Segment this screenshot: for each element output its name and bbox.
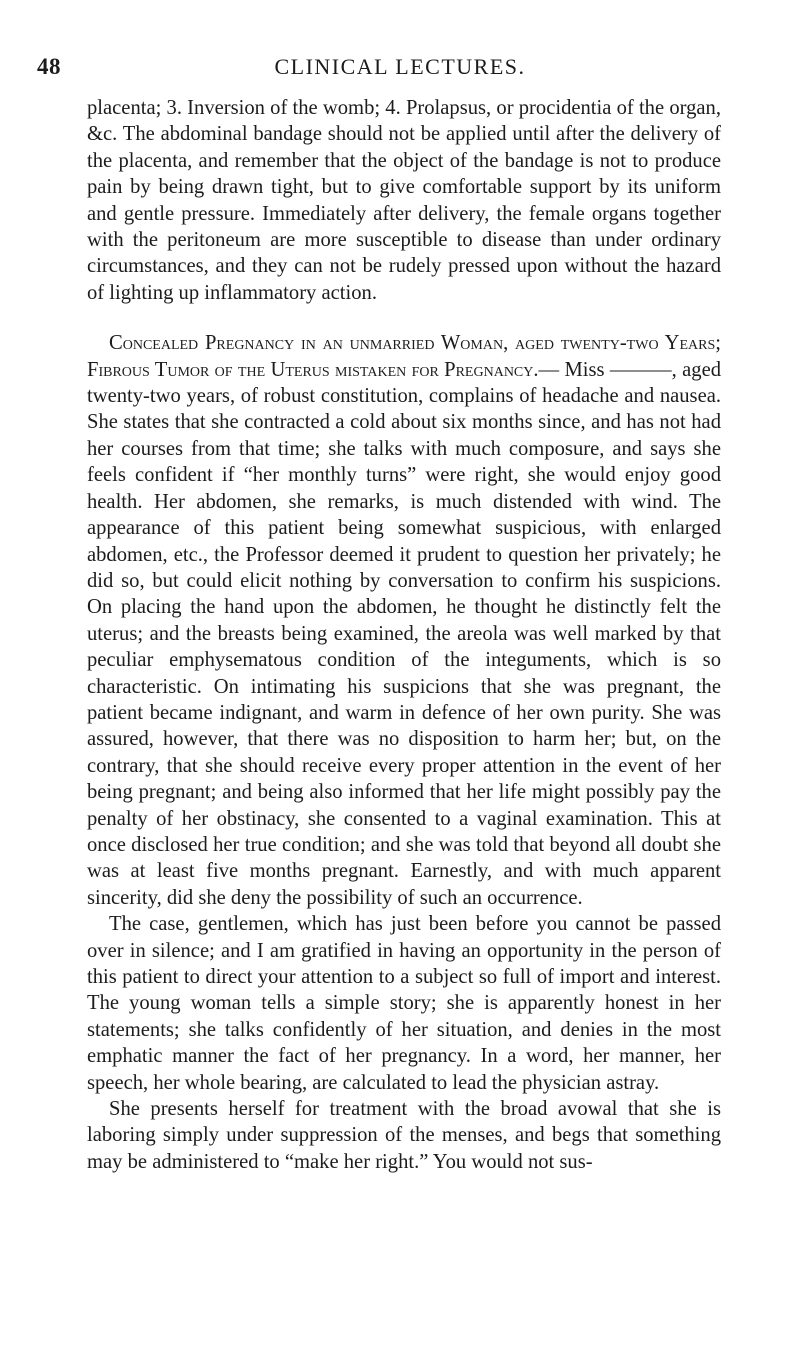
paragraph-continuation: placenta; 3. Inversion of the womb; 4. Prolapsus, or procidentia of the organ, &c. The abdominal bandage should not be applied until after the delivery of the placenta, and remember that the object of the bandage is not to produce pain by being drawn tight, but to give comfortable support by its uniform and gentle pressure. Immediately after delivery, the female organs together with the peritoneum are more susceptible to disease than under ordinary circumstances, and they can not be rudely pressed upon without the hazard of lighting up inflammatory action.	[87, 97, 721, 304]
case-text: Miss ———, aged twenty-two years, of robust constitution, complains of headache and nausea. She states that she contracted a cold about six months since, and has not had her courses from that time; she talks with much composure, and says she feels confident if “her monthly turns” were right, she would enjoy good health. Her abdomen, she remarks, is much distended with wind. The appearance of this patient being somewhat suspicious, with enlarged abdomen, etc., the Professor deemed it prudent to question her privately; he did so, but could elicit nothing by conversation to confirm his suspicions. On placing the hand upon the abdomen, he thought he distinctly felt the uterus; and the breasts being examined, the areola was well marked by that peculiar emphysematous condition of the integuments, which is so characteristic. On intimating his suspicions that she was pregnant, the patient became indignant, and warm in defence of her own purity. She was assured, however, that there was no disposition to harm her; but, on the contrary, that she should receive every proper attention in the event of her being pregnant; and being also informed that her life might possibly pay the penalty of her obstinacy, she consented to a vaginal examination. This at once disclosed her true condition; and she was told that beyond all doubt she was at least five months pregnant. Earnestly, and with much apparent sincerity, did she deny the possibility of such an occurrence.	[87, 358, 722, 909]
case-heading: Concealed Pregnancy in an unmarried Woman, aged twenty-two Years; Fibrous Tumor of the Uterus mistaken for Pregnancy.—	[87, 332, 721, 381]
running-head: CLINICAL LECTURES.	[274, 54, 526, 79]
closing-paragraph: She presents herself for treatment with the broad avowal that she is laboring simply under suppression of the menses, and begs that something may be administered to “make her right.” You would not sus-	[87, 1098, 721, 1173]
page-number: 48	[37, 54, 61, 79]
case-paragraph	[87, 330, 721, 911]
discussion-paragraph: The case, gentlemen, which has just been before you cannot be passed over in silence; and I am gratified in having an opportunity in the person of this patient to direct your attention to a subject so full of import and interest. The young woman tells a simple story; she is apparently honest in her statements; she talks confidently of her situation, and denies in the most emphatic manner the fact of her pregnancy. In a word, her manner, her speech, her whole bearing, are calculated to lead the physician astray.	[87, 913, 721, 1094]
body-text	[87, 95, 721, 1175]
